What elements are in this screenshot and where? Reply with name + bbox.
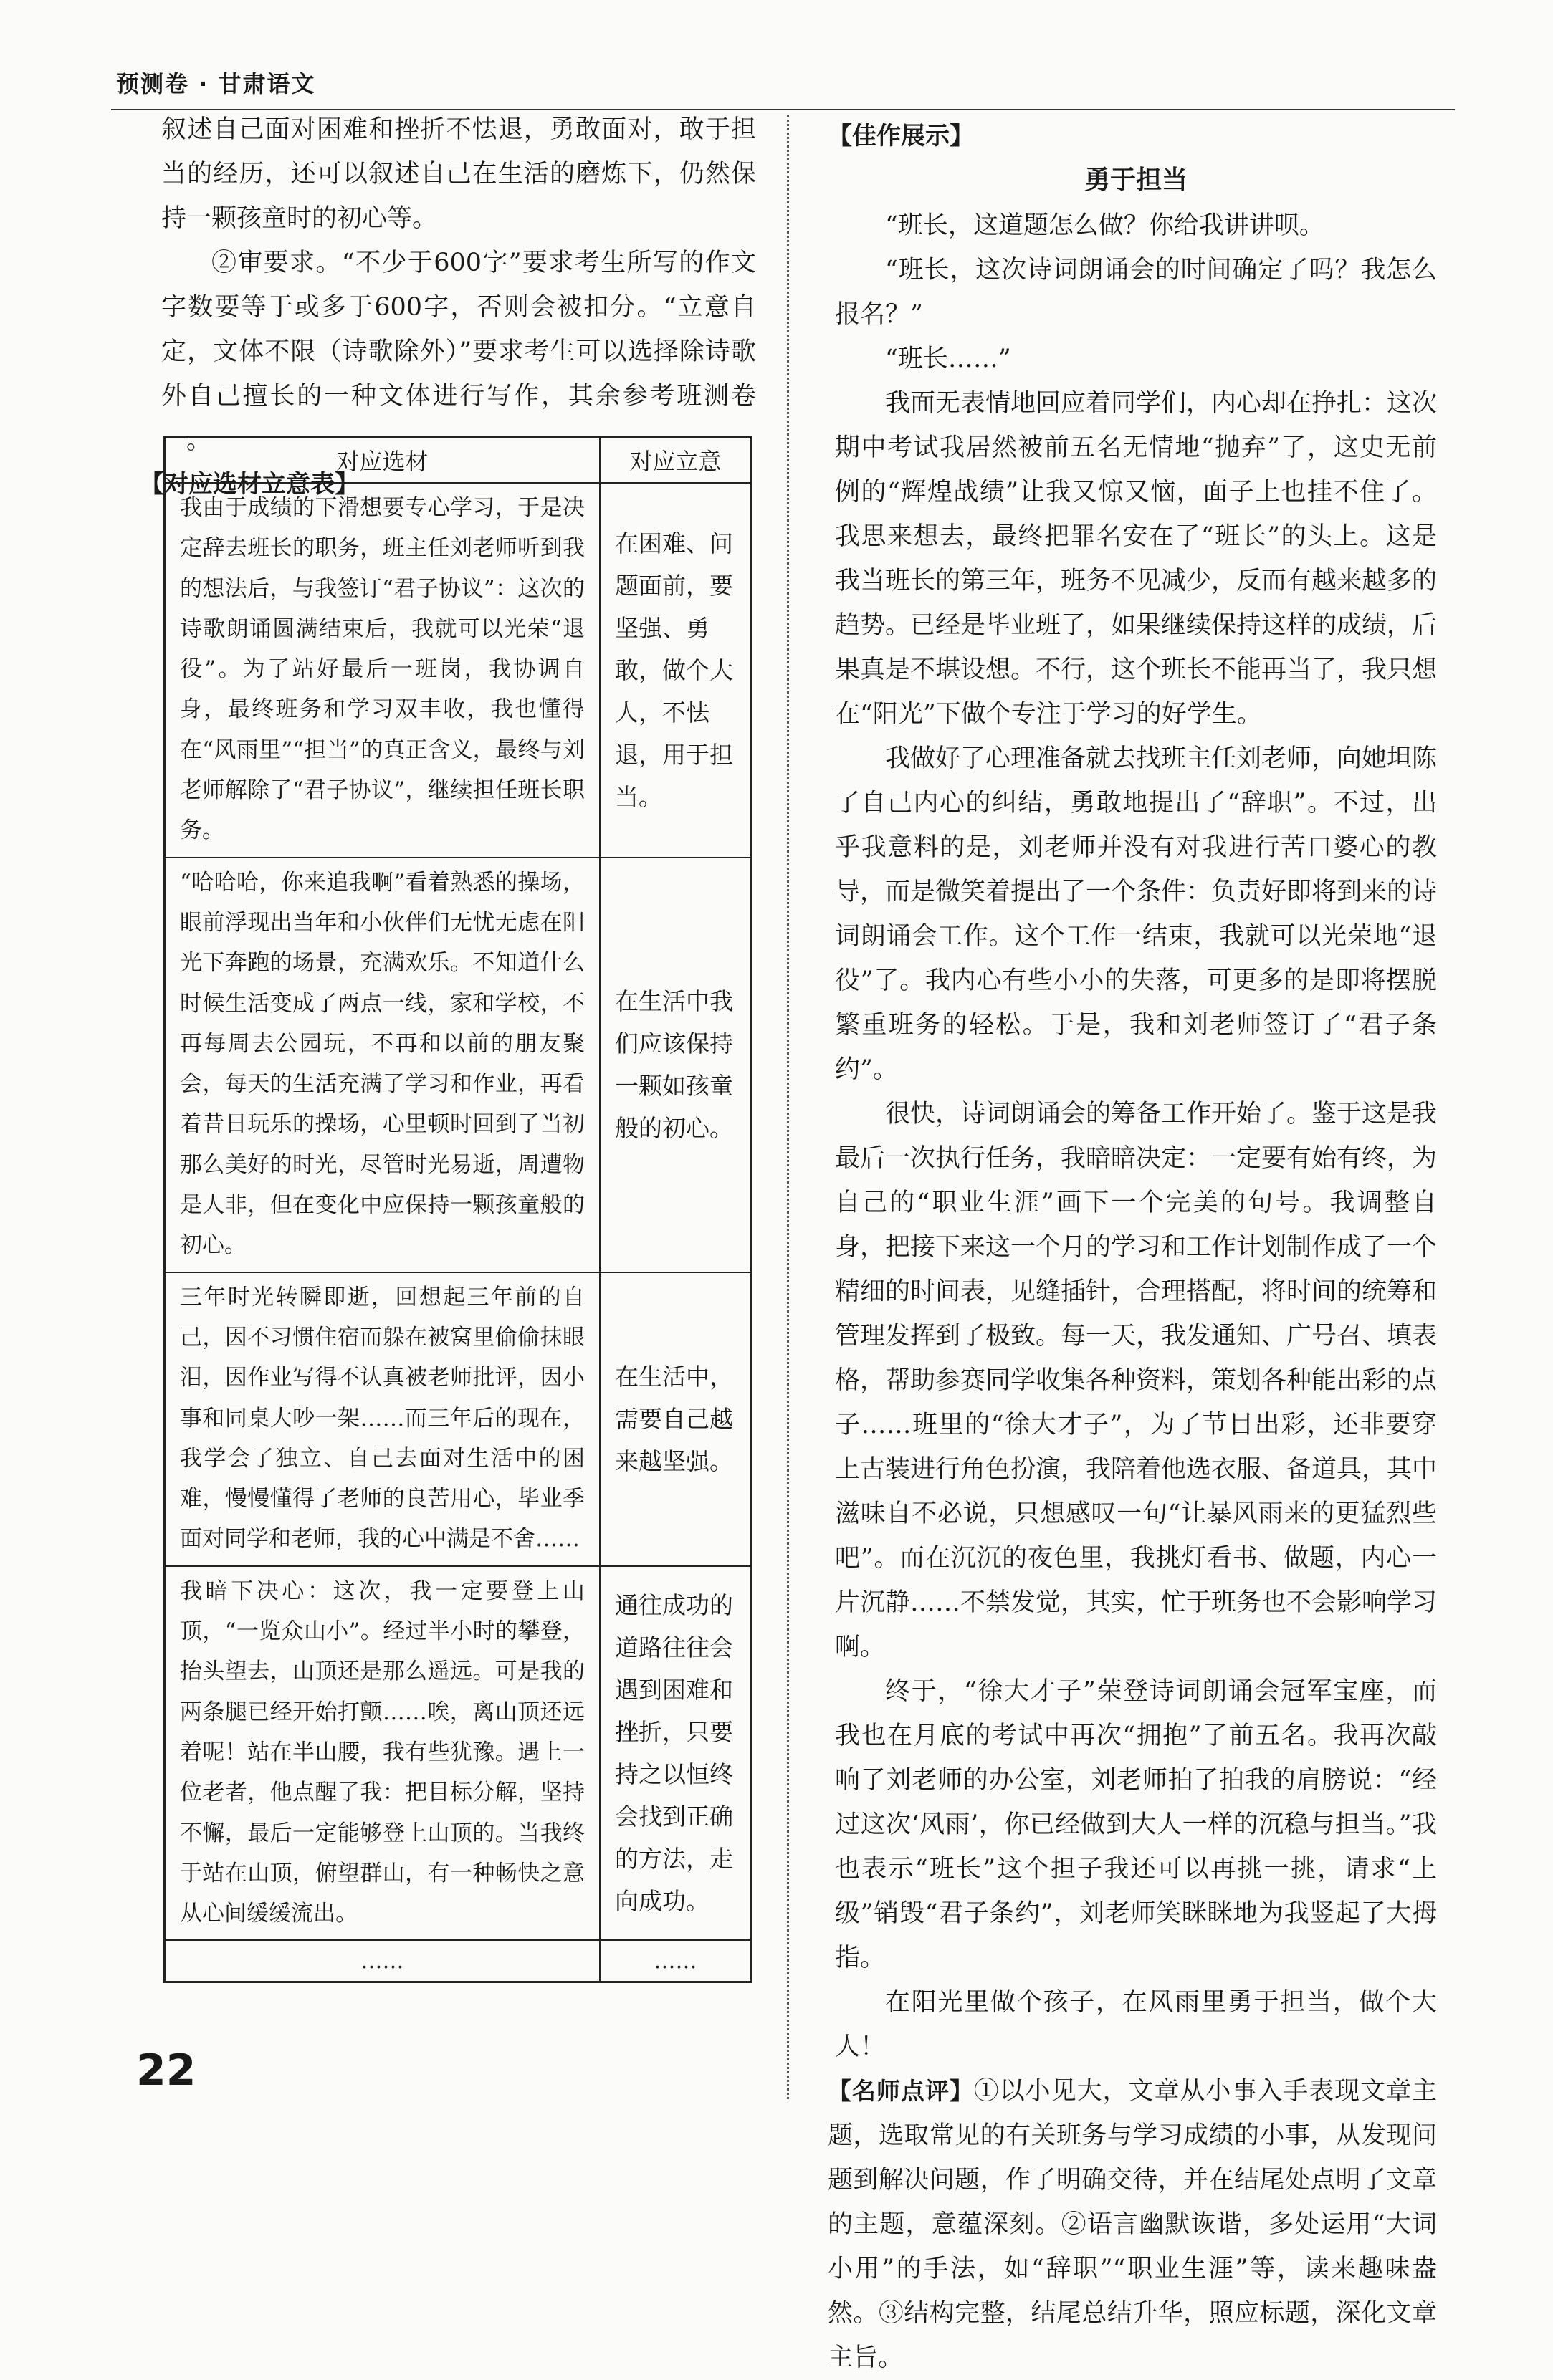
ellipsis-cell: …… [165,1940,601,1982]
header-theme: 对应立意 [600,437,752,484]
essay-paragraph: “班长，这道题怎么做？你给我讲讲呗。 [885,211,1324,240]
table-row [165,1566,752,1941]
essay-paragraph: 很快，诗词朗诵会的筹备工作开始了。鉴于这是我最后一次执行任务，我暗暗决定：一定要有始有终，为自己的“职业生涯”画下一个完美的句号。我调整自身，把接下来这一个月的学习和工作计划制作成了一个精细的时间表，见缝插针，合理搭配，将时间的统筹和管理发挥到了极致。每一天，我发通知、广号召、填表格，帮助参赛同学收集各种资料，策划各种能出彩的点子……班里的“徐大才子”，为了节目出彩，还非要穿上古装进行角色扮演，我陪着他选衣服、备道具，其中滋味自不必说，只想感叹一句“让暴风雨来的更猛烈些吧”。而在沉沉的夜色里，我挑灯看书、做题，内心一片沉静……不禁发觉，其实，忙于班务也不会影响学习啊。 [835,1100,1438,1661]
table-row [165,858,752,1272]
essay-paragraph: 终于，“徐大才子”荣登诗词朗诵会冠军宝座，而我也在月底的考试中再次“拥抱”了前五名。我再次敲响了刘老师的办公室，刘老师拍了拍我的肩膀说：“经过这次‘风雨’，你已经做到大人一样的沉稳与担当。”我也表示“班长”这个担子我还可以再挑一挑，请求“上级”销毁“君子条约”，刘老师笑眯眯地为我竖起了大拇指。 [835,1677,1437,1972]
material-cell: 我由于成绩的下滑想要专心学习，于是决定辞去班长的职务，班主任刘老师听到我的想法后，与我签订“君子协议”：这次的诗歌朗诵圆满结束后，我就可以光荣“退役”。为了站好最后一班岗，我协调自身，最终班务和学习双丰收，我也懂得在“风雨里”“担当”的真正含义，最终与刘老师解除了“君子协议”，继续担任班长职务。 [165,483,601,858]
running-header: 预测卷 · 甘肃语文 [116,70,316,97]
teacher-review [828,2069,1437,2380]
table-row [165,1272,752,1566]
requirement-paragraph: ②审要求。“不少于600字”要求考生所写的作文字数要等于或多于600字，否则会被扣分。“立意自定，文体不限（诗歌除外）”要求考生可以选择除诗歌外自己擅长的一种文体进行写作，其余参考班测卷一。 [161,249,756,455]
ellipsis-cell: …… [600,1940,752,1982]
showcase-label: 【佳作展示】 [828,122,974,150]
theme-cell: 通往成功的道路往往会遇到困难和挫折，只要持之以恒终会找到正确的方法，走向成功。 [600,1566,752,1941]
essay-paragraph: “班长……” [885,345,1011,373]
table-header-row [165,437,752,484]
essay-paragraph: “班长，这次诗词朗诵会的时间确定了吗？我怎么报名？” [835,256,1437,329]
essay-paragraph: 我做好了心理准备就去找班主任刘老师，向她坦陈了自己内心的纠结，勇敢地提出了“辞职”。不过，出乎我意料的是，刘老师并没有对我进行苦口婆心的教导，而是微笑着提出了一个条件：负责好即将到来的诗词朗诵会工作。这个工作一结束，我就可以光荣地“退役”了。我内心有些小小的失落，可更多的是即将摆脱繁重班务的轻松。于是，我和刘老师签订了“君子条约”。 [835,744,1438,1084]
theme-cell: 在生活中我们应该保持一颗如孩童般的初心。 [600,858,752,1272]
intro-paragraph: 叙述自己面对困难和挫折不怯退，勇敢面对，敢于担当的经历，还可以叙述自己在生活的磨炼下，仍然保持一颗孩童时的初心等。 [161,115,756,233]
review-label: 【名师点评】 [828,2077,974,2105]
essay-paragraph: 我面无表情地回应着同学们，内心却在挣扎：这次期中考试我居然被前五名无情地“抛弃”了，这史无前例的“辉煌战绩”让我又惊又恼，面子上也挂不住了。我思来想去，最终把罪名安在了“班长”的头上。这是我当班长的第三年，班务不见减少，反而有越来越多的趋势。已经是毕业班了，如果继续保持这样的成绩，后果真是不堪设想。不行，这个班长不能再当了，我只想在“阳光”下做个专注于学习的好学生。 [835,389,1438,729]
essay-paragraph: 在阳光里做个孩子，在风雨里勇于担当，做个大人！ [835,1988,1437,2061]
table-row [165,483,752,858]
theme-cell: 在生活中，需要自己越来越坚强。 [600,1272,752,1566]
review-text: ①以小见大，文章从小事入手表现文章主题，选取常见的有关班务与学习成绩的小事，从发现问题到解决问题，作了明确交待，并在结尾处点明了文章的主题，意蕴深刻。②语言幽默诙谐，多处运用“大词小用”的手法，如“辞职”“职业生涯”等，读来趣味盎然。③结构完整，结尾总结升华，照应标题，深化文章主旨。 [828,2077,1438,2372]
material-cell: 我暗下决心：这次，我一定要登上山顶，“一览众山小”。经过半小时的攀登，抬头望去，山顶还是那么遥远。可是我的两条腿已经开始打颤……唉，离山顶还远着呢！站在半山腰，我有些犹豫。遇上一位老者，他点醒了我：把目标分解，坚持不懈，最后一定能够登上山顶的。当我终于站在山顶，俯望群山，有一种畅快之意从心间缓缓流出。 [165,1566,601,1941]
material-cell: 三年时光转瞬即逝，回想起三年前的自己，因不习惯住宿而躲在被窝里偷偷抹眼泪，因作业写得不认真被老师批评，因小事和同桌大吵一架……而三年后的现在，我学会了独立、自己去面对生活中的困难，慢慢懂得了老师的良苦用心，毕业季面对同学和老师，我的心中满是不舍…… [165,1272,601,1566]
theme-cell: 在困难、问题面前，要坚强、勇敢，做个大人，不怯退，用于担当。 [600,483,752,858]
essay-title: 勇于担当 [1084,165,1188,195]
page-number: 22 [136,2045,196,2096]
material-cell: “哈哈哈，你来追我啊”看着熟悉的操场，眼前浮现出当年和小伙伴们无忧无虑在阳光下奔跑的场景，充满欢乐。不知道什么时候生活变成了两点一线，家和学校，不再每周去公园玩，不再和以前的朋友聚会，每天的生活充满了学习和作业，再看着昔日玩乐的操场，心里顿时回到了当初那么美好的时光，尽管时光易逝，周遭物是人非，但在变化中应保持一颗孩童般的初心。 [165,858,601,1272]
material-theme-table [163,436,752,1983]
column-divider [787,115,789,2099]
right-column [828,115,1438,2380]
header-material: 对应选材 [165,437,601,484]
table-ellipsis-row [165,1940,752,1982]
table-title: 【对应选材立意表】 [140,470,359,499]
